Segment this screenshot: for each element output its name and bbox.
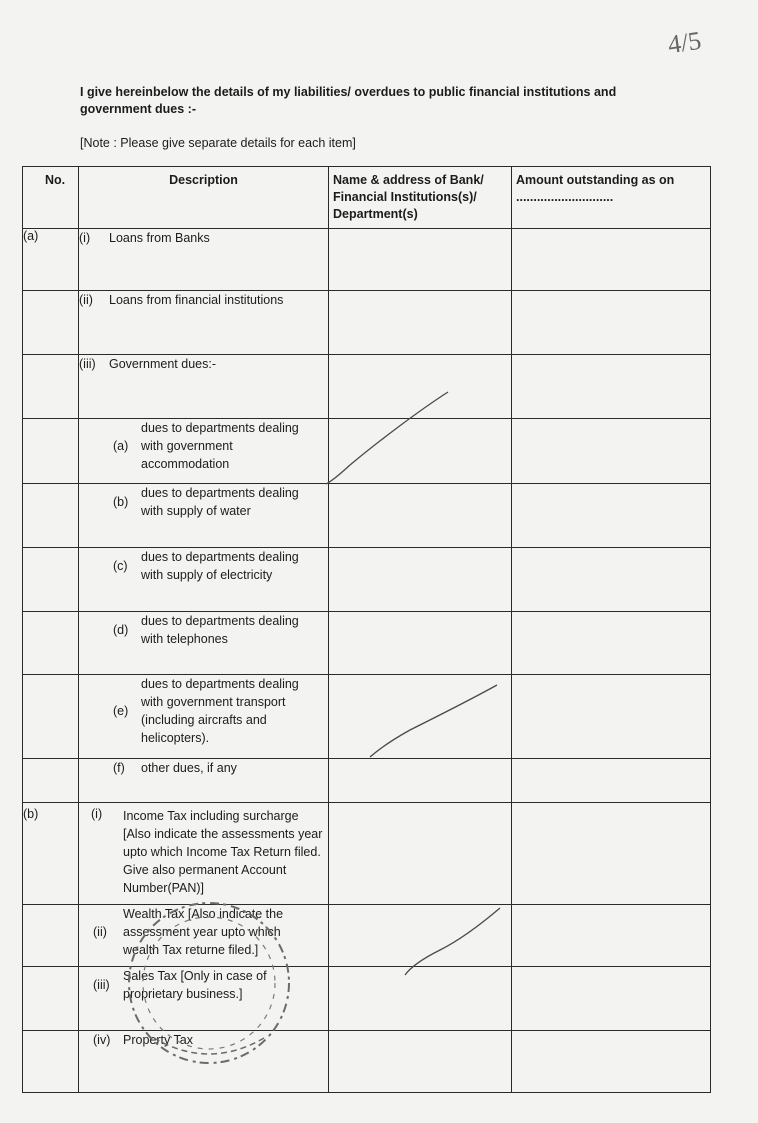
- row-description: other dues, if any: [141, 761, 237, 775]
- amount-cell[interactable]: [512, 803, 711, 905]
- row-sub-marker: (c): [113, 559, 128, 573]
- row-marker: (iv): [93, 1033, 111, 1047]
- row-description: dues to departments dealing with supply of electricity: [141, 550, 299, 582]
- table-row: [23, 967, 711, 1031]
- header-description: Description: [79, 167, 329, 229]
- table-row: [23, 759, 711, 803]
- amount-cell[interactable]: [512, 905, 711, 967]
- amount-cell[interactable]: [512, 759, 711, 803]
- amount-cell[interactable]: [512, 612, 711, 675]
- table-row: [23, 675, 711, 759]
- row-description: Sales Tax [Only in case of proprietary business.]: [123, 969, 267, 1001]
- amount-cell[interactable]: [512, 229, 711, 291]
- table-row: [23, 548, 711, 612]
- table-row: [23, 229, 711, 291]
- bank-cell[interactable]: [329, 759, 512, 803]
- amount-cell[interactable]: [512, 675, 711, 759]
- amount-cell[interactable]: [512, 291, 711, 355]
- bank-cell[interactable]: [329, 967, 512, 1031]
- row-sub-marker: (a): [113, 439, 129, 453]
- amount-cell[interactable]: [512, 1031, 711, 1093]
- header-amount-outstanding: Amount outstanding as on ............................: [512, 167, 711, 229]
- table-row: [23, 419, 711, 484]
- table-row: [23, 803, 711, 905]
- bank-cell[interactable]: [329, 484, 512, 548]
- row-description: dues to departments dealing with government accommodation: [141, 421, 299, 471]
- table-row: [23, 612, 711, 675]
- row-description: Loans from financial institutions: [109, 293, 284, 307]
- table-row: [23, 1031, 711, 1093]
- bank-cell[interactable]: [329, 675, 512, 759]
- bank-cell[interactable]: [329, 1031, 512, 1093]
- row-sub-marker: (b): [113, 495, 129, 509]
- header-no: No.: [23, 167, 79, 229]
- bank-cell[interactable]: [329, 291, 512, 355]
- row-description: Income Tax including surcharge [Also indicate the assessments year upto which Income Tax Return filed. Give also permanent Account Number(PAN)]: [123, 809, 323, 895]
- row-number: (b): [23, 807, 39, 821]
- amount-cell[interactable]: [512, 967, 711, 1031]
- table-row: [23, 291, 711, 355]
- row-marker: (i): [91, 807, 103, 821]
- bank-cell[interactable]: [329, 419, 512, 484]
- bank-cell[interactable]: [329, 355, 512, 419]
- row-marker: (ii): [93, 925, 107, 939]
- bank-cell[interactable]: [329, 229, 512, 291]
- row-description: dues to departments dealing with supply of water: [141, 486, 299, 518]
- bank-cell[interactable]: [329, 803, 512, 905]
- row-marker: (ii): [79, 293, 93, 307]
- row-description: Property Tax: [123, 1033, 193, 1047]
- row-sub-marker: (e): [113, 704, 129, 718]
- row-marker: (iii): [79, 357, 96, 371]
- amount-cell[interactable]: [512, 355, 711, 419]
- amount-cell[interactable]: [512, 484, 711, 548]
- row-description: Government dues:-: [109, 357, 216, 371]
- header-bank-name-address: Name & address of Bank/ Financial Institutions(s)/ Department(s): [329, 167, 512, 229]
- row-marker: (i): [79, 231, 91, 245]
- intro-statement: I give hereinbelow the details of my liabilities/ overdues to public financial institutions and government dues :-: [80, 85, 617, 116]
- row-number: (a): [23, 229, 39, 243]
- row-sub-marker: (f): [113, 761, 125, 775]
- table-row: [23, 355, 711, 419]
- bank-cell[interactable]: [329, 548, 512, 612]
- amount-cell[interactable]: [512, 548, 711, 612]
- row-description: dues to departments dealing with government transport (including aircrafts and helicopters).: [141, 677, 299, 745]
- row-description: Wealth Tax [Also indicate the assessment year upto which wealth Tax returne filed.]: [123, 907, 284, 957]
- note-text: [Note : Please give separate details for each item]: [80, 136, 356, 150]
- table-header-row: [23, 167, 711, 229]
- row-description: Loans from Banks: [109, 231, 210, 245]
- bank-cell[interactable]: [329, 905, 512, 967]
- table-row: [23, 484, 711, 548]
- table-row: [23, 905, 711, 967]
- row-description: dues to departments dealing with telephones: [141, 614, 299, 646]
- amount-cell[interactable]: [512, 419, 711, 484]
- row-sub-marker: (d): [113, 623, 129, 637]
- bank-cell[interactable]: [329, 612, 512, 675]
- liabilities-table: [22, 166, 711, 1093]
- page-number-annotation: 4/5: [666, 25, 704, 60]
- row-marker: (iii): [93, 978, 110, 992]
